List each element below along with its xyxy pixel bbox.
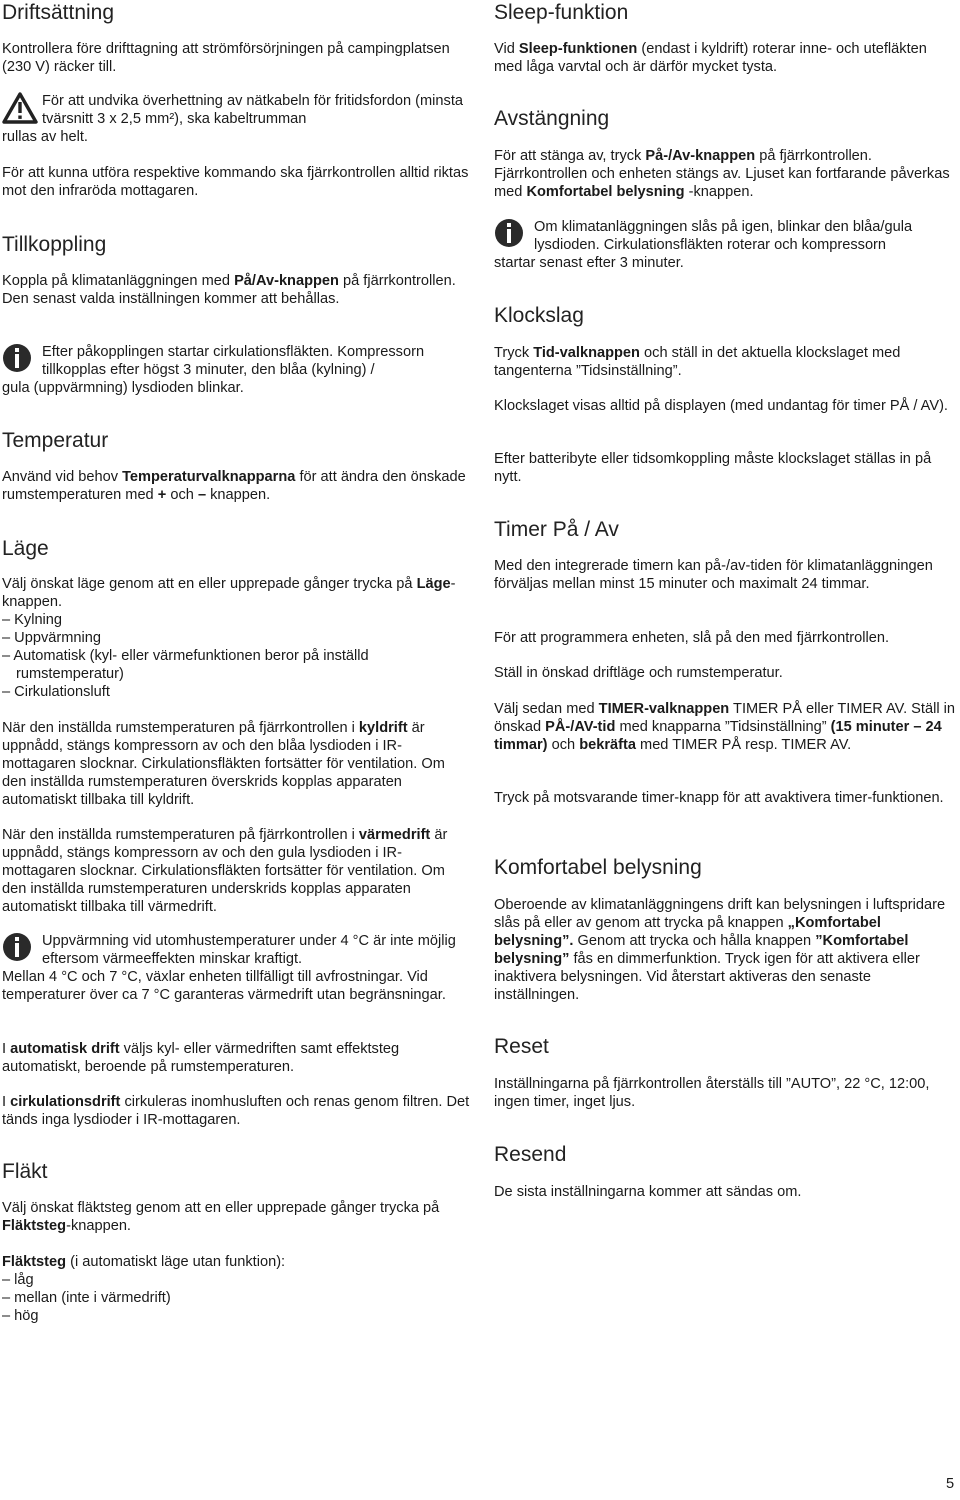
section-temperatur [2, 428, 472, 454]
cirkulation-text: I cirkulationsdrift cirkuleras inomhusluften och renas genom filtren. Det tänds inga lysdioder i IR-mottagaren. [2, 1094, 470, 1128]
klockslag-battery-paragraph [494, 450, 958, 486]
ir-text: För att kunna utföra respektive kommando ska fjärrkontrollen alltid riktas mot den infraröda mottagaren. [2, 165, 469, 199]
timer-paragraph-1 [494, 557, 958, 593]
list-item: – hög [2, 1308, 39, 1324]
resend-paragraph [494, 1183, 958, 1201]
tillkoppling-info-text: Efter påkopplingen startar cirkulationsfläkten. Kompressorn tillkopplas efter högst 3 minuter, den blåa (kylning) / gula (uppvärmning) lysdioden blinkar. [2, 344, 425, 396]
lage-paragraph [2, 575, 472, 611]
avstangning-paragraph [494, 147, 958, 201]
warning-icon [2, 92, 38, 124]
avstangning-text: För att stänga av, tryck På-/Av-knappen på fjärrkontrollen. Fjärrkontrollen och enheten stängs av. Ljuset kan fortfarande påverkas med Komfortabel belysning -knappen. [494, 148, 950, 200]
section-timer [494, 517, 958, 543]
timer-paragraph-4 [494, 700, 958, 754]
heading-klockslag: Klockslag [494, 304, 584, 327]
list-item: – låg [2, 1272, 34, 1288]
warning-text: För att undvika överhettning av nätkabeln för fritidsfordon (minsta tvärsnitt 3 x 2,5 mm²), ska kabeltrumman rullas av helt. [2, 93, 464, 145]
varmedrift-text: När den inställda rumstemperaturen på fjärrkontrollen i värmedrift är uppnådd, stängs kompressorn av och den gula lysdioden i IR-mottagaren slocknar. Cirkulationsfläkten fortsätter för ventilation. Om den inställda rumstemperaturen underskrids kopplas apparaten automatiskt tillbaka till värmedrift. [2, 827, 448, 915]
heading-temperatur: Temperatur [2, 429, 109, 452]
klockslag-paragraph [494, 344, 958, 380]
section-flakt [2, 1159, 472, 1185]
timer-text-1: Med den integrerade timern kan på-/av-tiden för klimatanläggningen förväljas mellan minst 15 minuter och maximalt 24 timmar. [494, 558, 933, 592]
sleep-text: Vid Sleep-funktionen (endast i kyldrift) roterar inne- och utefläkten med låga varvtal och är därför mycket tysta. [494, 41, 927, 75]
heading-lage: Läge [2, 537, 49, 560]
heading-tillkoppling: Tillkoppling [2, 233, 107, 256]
heading-avstangning: Avstängning [494, 107, 610, 130]
driftsattning-text: Kontrollera före drifttagning att strömförsörjningen på campingplatsen (230 V) räcker till. [2, 41, 450, 75]
driftsattning-paragraph [2, 40, 472, 76]
temperatur-paragraph [2, 468, 472, 504]
klockslag-battery-text: Efter batteribyte eller tidsomkoppling måste klockslaget ställas in på nytt. [494, 451, 932, 485]
list-item: – Uppvärmning [2, 630, 101, 646]
heading-driftsattning: Driftsättning [2, 1, 115, 24]
section-driftsattning [2, 0, 472, 26]
tillkoppling-paragraph [2, 272, 472, 308]
automatisk-text: I automatisk drift väljs kyl- eller värmedriften samt effektsteg automatiskt, beroende på rumstemperaturen. [2, 1041, 400, 1075]
section-komfort [494, 855, 958, 881]
page-number: 5 [946, 1476, 955, 1492]
timer-paragraph-3 [494, 664, 958, 682]
lage-list [2, 611, 472, 701]
lage-varmedrift-paragraph [2, 826, 472, 916]
temperatur-text: Använd vid behov Temperaturvalknapparna för att ändra den önskade rumstemperaturen med + och – knappen. [2, 469, 466, 503]
flakt-text: Välj önskat fläktsteg genom att en eller upprepade gånger trycka på Fläktsteg-knappen. [2, 1200, 440, 1234]
komfort-text: Oberoende av klimatanläggningens drift kan belysningen i luftspridare slås på eller av genom att trycka på knappen „Komfortabel belysning”. Genom att trycka och hålla knappen ”Komfortabel belysning” fås en dimmerfunktion. Tryck igen för att aktivera eller inaktivera belysningen. Vid återstart aktiveras den senaste inställningen. [494, 897, 946, 1003]
info-icon [2, 343, 32, 373]
timer-paragraph-5 [494, 789, 958, 807]
driftsattning-ir-paragraph [2, 164, 472, 200]
heading-komfort: Komfortabel belysning [494, 856, 702, 879]
tillkoppling-info [2, 343, 472, 397]
reset-paragraph [494, 1075, 958, 1111]
list-item: – Automatisk (kyl- eller värmefunktionen beror på inställd rumstemperatur) [2, 648, 369, 682]
klockslag-display-paragraph [494, 397, 958, 415]
lage-info [2, 932, 472, 1004]
info-icon [2, 932, 32, 962]
klockslag-text: Tryck Tid-valknappen och ställ in det aktuella klockslaget med tangenterna ”Tidsinställning”. [494, 345, 901, 379]
list-item: – Cirkulationsluft [2, 684, 110, 700]
lage-text: Välj önskat läge genom att en eller upprepade gånger trycka på Läge-knappen. [2, 576, 456, 610]
tillkoppling-text: Koppla på klimatanläggningen med På/Av-knappen på fjärrkontrollen. Den senast valda inställningen kommer att behållas. [2, 273, 456, 307]
flakt-steps-label: Fläktsteg (i automatiskt läge utan funktion): [2, 1254, 286, 1270]
list-item: – Kylning [2, 612, 63, 628]
kyldrift-text: När den inställda rumstemperaturen på fjärrkontrollen i kyldrift är uppnådd, stängs kompressorn av och den blåa lysdioden i IR-mottagaren slocknar. Cirkulationsfläkten fortsätter för ventilation. Om den inställda rumstemperaturen överskrids kopplas apparaten automatiskt tillbaka till kyldrift. [2, 720, 445, 808]
avstangning-info-text: Om klimatanläggningen slås på igen, blinkar den blåa/gula lysdioden. Cirkulationsfläkten roterar och kompressorn startar senast efter 3 minuter. [494, 219, 913, 271]
sleep-paragraph [494, 40, 958, 76]
section-avstangning [494, 106, 958, 132]
flakt-steps [2, 1253, 472, 1325]
lage-automatisk-paragraph [2, 1040, 472, 1076]
timer-text-5: Tryck på motsvarande timer-knapp för att avaktivera timer-funktionen. [494, 790, 944, 806]
klockslag-display-text: Klockslaget visas alltid på displayen (med undantag för timer PÅ / AV). [494, 398, 948, 414]
timer-paragraph-2 [494, 629, 958, 647]
list-item: – mellan (inte i värmedrift) [2, 1290, 171, 1306]
heading-resend: Resend [494, 1143, 567, 1166]
section-klockslag [494, 303, 958, 329]
timer-text-2: För att programmera enheten, slå på den med fjärrkontrollen. [494, 630, 890, 646]
komfort-paragraph [494, 896, 958, 1004]
timer-text-3: Ställ in önskad driftläge och rumstemperatur. [494, 665, 783, 681]
flakt-paragraph [2, 1199, 472, 1235]
heading-reset: Reset [494, 1035, 549, 1058]
lage-kyldrift-paragraph [2, 719, 472, 809]
heading-timer: Timer På / Av [494, 518, 619, 541]
info-icon [494, 218, 524, 248]
section-reset [494, 1034, 958, 1060]
lage-info-text: Uppvärmning vid utomhustemperaturer under 4 °C är inte möjlig eftersom värmeeffekten minskar kraftigt. Mellan 4 °C och 7 °C, växlar enheten tillfälligt till avfrostningar. Vid temperaturer över ca 7 °C garanteras värmedrift utan begränsningar. [2, 933, 456, 1003]
warning-note [2, 92, 472, 146]
avstangning-info [494, 218, 958, 272]
section-tillkoppling [2, 232, 472, 258]
section-sleep [494, 0, 958, 26]
heading-sleep: Sleep-funktion [494, 1, 629, 24]
section-lage [2, 536, 472, 562]
heading-flakt: Fläkt [2, 1160, 48, 1183]
reset-text: Inställningarna på fjärrkontrollen återställs till ”AUTO”, 22 °C, 12:00, ingen timer, inget ljus. [494, 1076, 930, 1110]
section-resend [494, 1142, 958, 1168]
timer-text-4: Välj sedan med TIMER-valknappen TIMER PÅ eller TIMER AV. Ställ in önskad PÅ-/AV-tid med knapparna ”Tidsinställning” (15 minuter – 24 timmar) och bekräfta med TIMER PÅ resp. TIMER AV. [494, 701, 955, 753]
resend-text: De sista inställningarna kommer att sändas om. [494, 1184, 802, 1200]
lage-cirkulation-paragraph [2, 1093, 472, 1129]
